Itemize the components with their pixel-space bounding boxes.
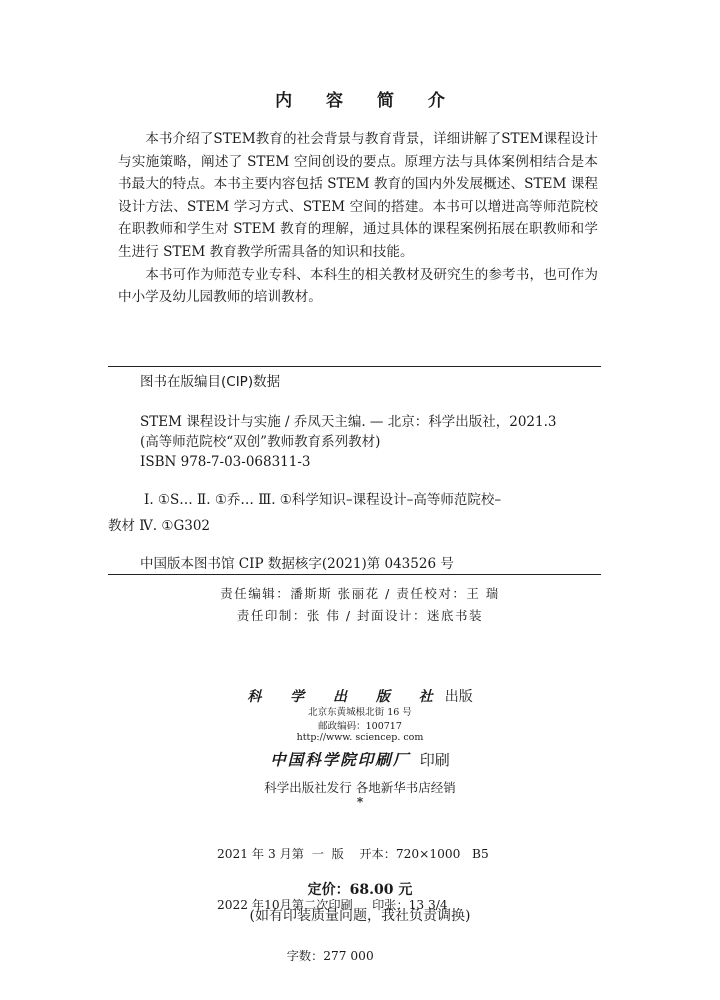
publisher-line [0, 686, 720, 706]
separator-star: * [356, 795, 364, 809]
distribution-line: 科学出版社发行 各地新华书店经销 [264, 780, 456, 795]
printing-line: 2022 年10月第二次印刷 印张：13 3/4 [217, 898, 448, 912]
page-title: 内 容 简 介 [275, 91, 459, 111]
cip-record [140, 412, 556, 472]
staff-credits-line-1: 责任编辑：潘斯斯 张丽花 / 责任校对：王 瑞 [220, 586, 500, 601]
publisher-postcode: 邮政编码：100717 [318, 721, 402, 732]
publisher-website: http://www. sciencep. com [296, 732, 424, 743]
quality-note: (如有印装质量问题，我社负责调换) [249, 908, 471, 924]
cip-heading: 图书在版编目(CIP)数据 [140, 374, 281, 390]
word-count-line: 字数：277 000 [217, 949, 374, 963]
intro-paragraph-1: 本书介绍了STEM教育的社会背景与教育背景，详细讲解了STEM课程设计与实施策略，阐述了 STEM 空间创设的要点。原理方法与具体案例相结合是本书最大的特点。本书主要内容包括 STEM 教育的国内外发展概述、STEM 课程设计方法、STEM 学习方式、STEM 空间的搭建。本书可以增进高等师范院校在职教师和学生对 STEM 教育的理解，通过具体的课程案例拓展在职教师和学生进行 STEM 教育教学所需具备的知识和技能。 [118, 131, 598, 260]
publisher-suffix: 出版 [444, 689, 473, 705]
cip-top-rule [108, 366, 601, 367]
printer-line [0, 748, 720, 770]
classification-line-1: Ⅰ. ①S… Ⅱ. ①乔… Ⅲ. ①科学知识–课程设计–高等师范院校– [144, 492, 502, 508]
book-introduction [118, 128, 598, 309]
cip-isbn-line: ISBN 978-7-03-068311-3 [140, 454, 311, 470]
cip-series-line: (高等师范院校“双创”教师教育系列教材) [140, 434, 381, 450]
price: 定价：68.00 元 [307, 882, 413, 898]
printer-name: 中国科学院印刷厂 [270, 750, 411, 769]
cip-title-line: STEM 课程设计与实施 / 乔凤天主编. — 北京：科学出版社，2021.3 [140, 414, 557, 430]
intro-paragraph-2: 本书可作为师范专业专科、本科生的相关教材及研究生的参考书，也可作为中小学及幼儿园教师的培训教材。 [118, 266, 598, 306]
edition-line: 2021 年 3 月第 一 版 开本：720×1000 B5 [217, 847, 489, 861]
classification-line-2: 教材 Ⅳ. ①G302 [108, 518, 211, 534]
cip-record-number: 中国版本图书馆 CIP 数据核字(2021)第 043526 号 [140, 556, 454, 572]
cip-bottom-rule [108, 574, 601, 575]
staff-credits-line-2: 责任印制：张 伟 / 封面设计：迷底书装 [236, 608, 484, 623]
printer-suffix: 印刷 [419, 751, 450, 769]
cip-classification [108, 487, 608, 539]
publisher-address: 北京东黄城根北街 16 号 [308, 707, 412, 718]
publisher-name: 科 学 出 版 社 [247, 689, 445, 705]
